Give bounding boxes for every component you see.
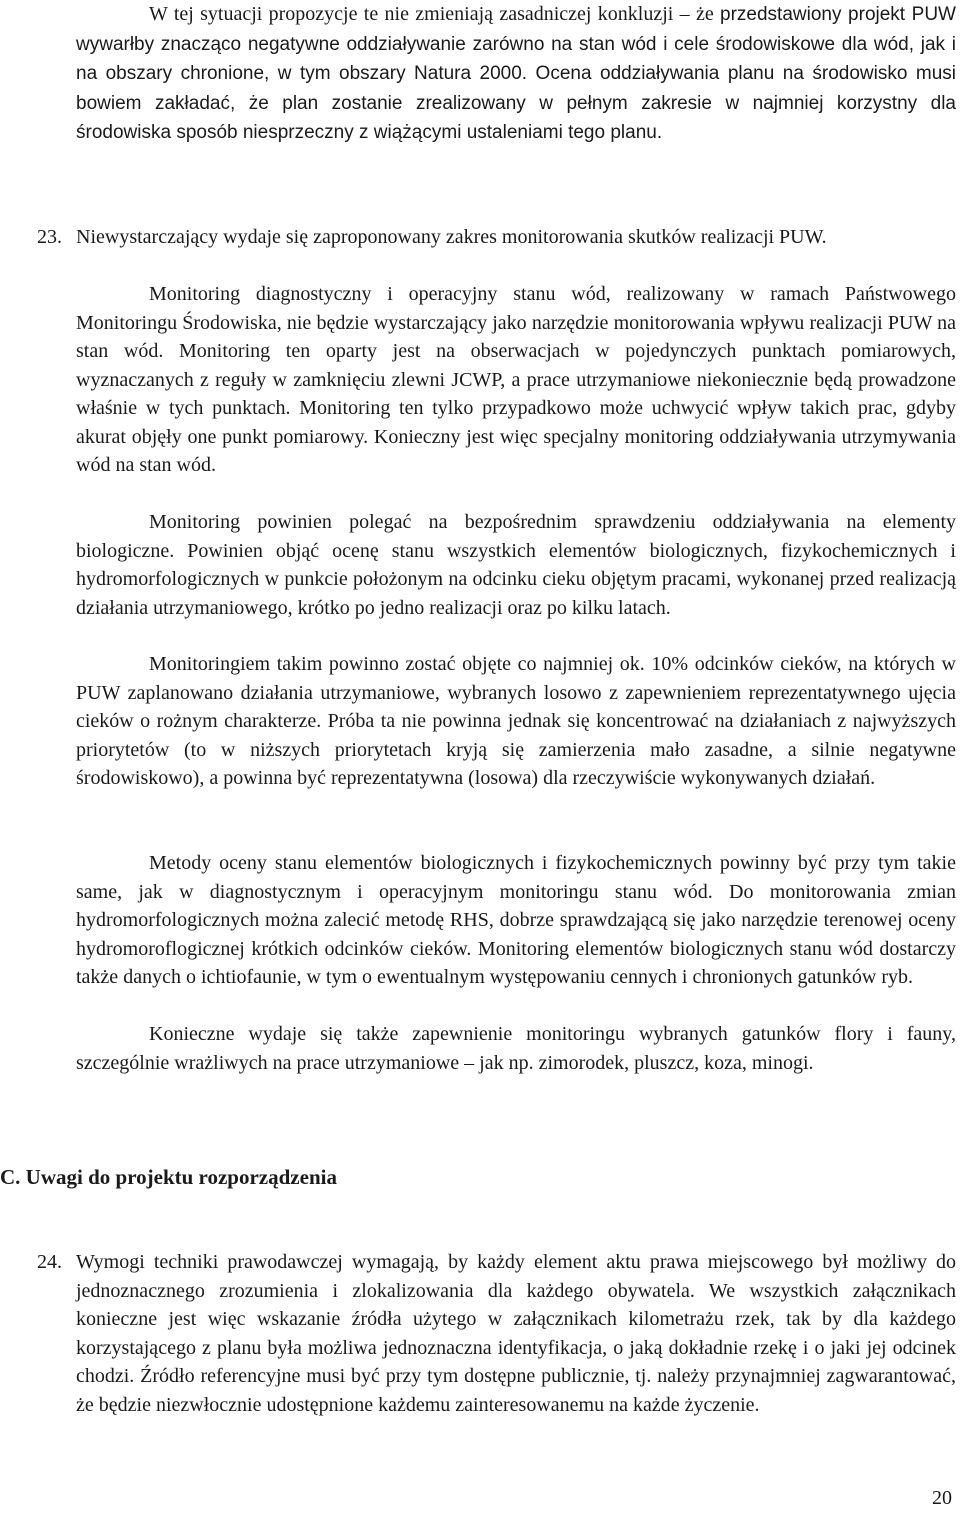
paragraph-conclusion-serif-part: W tej sytuacji propozycje te nie zmieniają zasadniczej konkluzji – że (149, 3, 721, 25)
paragraph-monitoring-biological: Monitoring powinien polegać na bezpośrednim sprawdzeniu oddziaływania na elementy biologiczne. Powinien objąć ocenę stanu wszystkich elementów biologicznych, fizykochemicznych i hydromorfologicznych w punkcie położonym na odcinku cieku objętym pracami, wykonanej przed realizacją działania utrzymaniowego, krótko po jedno realizacji oraz po kilku latach. (76, 511, 956, 619)
paragraph-conclusion-sans-part: przedstawiony projekt PUW wywarłby znacząco negatywne oddziaływanie zarówno na stan wód i cele środowiskowe dla wód, jak i na obszary chronione, w tym obszary Natura 2000. Ocena oddziaływania planu na środowisko musi bowiem zakładać, że plan zostanie zrealizowany w pełnym zakresie w najmniej korzystny dla środowiska sposób niesprzeczny z wiążącymi ustaleniami tego planu. (76, 4, 956, 143)
item-text: Wymogi techniki prawodawczej wymagają, by każdy element aktu prawa miejscowego był możliwy do jednoznacznego zrozumienia i zlokalizowania dla każdego obywatela. We wszystkich załącznikach konieczne jest więc wskazanie źródła użytego w załącznikach kilometrażu rzek, tak by dla każdego korzystającego z planu była możliwa jednoznaczna identyfikacja, o jaką dokładnie rzekę i o jaki jej odcinek chodzi. Źródło referencyjne musi być przy tym dostępne publicznie, tj. należy przynajmniej zagwarantować, że będzie niezwłocznie udostępnione każdemu zainteresowanemu na każde życzenie. (76, 1251, 956, 1416)
paragraph-assessment-methods: Metody oceny stanu elementów biologicznych i fizykochemicznych powinny być przy tym takie same, jak w diagnostycznym i operacyjnym monitoringu stanu wód. Do monitorowania zmian hydromorfologicznych można zalecić metodę RHS, dobrze sprawdzającą się jako narzędzie terenowej oceny hydromoroflogicznej krótkich odcinków cieków. Monitoring elementów biologicznych stanu wód dostarczy także danych o ichtiofaunie, w tym o ewentualnym występowaniu cennych i chronionych gatunków ryb. (76, 852, 956, 988)
paragraph-conclusion (76, 0, 956, 148)
numbered-item-23 (37, 223, 956, 252)
paragraph-monitoring-diagnostic: Monitoring diagnostyczny i operacyjny stanu wód, realizowany w ramach Państwowego Monitoringu Środowiska, nie będzie wystarczający jako narzędzie monitorowania wpływu realizacji PUW na stan wód. Monitoring ten oparty jest na obserwacjach w pojedynczych punktach pomiarowych, wyznaczanych z reguły w zamknięciu zlewni JCWP, a prace utrzymaniowe niekoniecznie będą prowadzone właśnie w tych punktach. Monitoring ten tylko przypadkowo może uchwycić wpływ takich prac, gdyby akurat objęły one punkt pomiarowy. Konieczny jest więc specjalny monitoring oddziaływania utrzymywania wód na stan wód. (76, 283, 956, 476)
numbered-item-24 (37, 1248, 956, 1419)
page-number: 20 (932, 1487, 952, 1509)
paragraph-species-monitoring: Konieczne wydaje się także zapewnienie monitoringu wybranych gatunków flory i fauny, szczególnie wrażliwych na prace utrzymaniowe – jak np. zimorodek, pluszcz, koza, minogi. (76, 1023, 956, 1074)
item-text: Niewystarczający wydaje się zaproponowany zakres monitorowania skutków realizacji PUW. (76, 226, 827, 248)
item-number: 24. (37, 1251, 62, 1273)
paragraph-monitoring-sample: Monitoringiem takim powinno zostać objęte co najmniej ok. 10% odcinków cieków, na których w PUW zaplanowano działania utrzymaniowe, wybranych losowo z zapewnieniem reprezentatywnego ujęcia cieków o rożnym charakterze. Próba ta nie powinna jednak się koncentrować na działaniach z najwyższych priorytetów (to w niższych priorytetach kryją się zamierzenia mało zasadne, a silnie negatywne środowiskowo), a powinna być reprezentatywna (losowa) dla rzeczywiście wykonywanych działań. (76, 653, 956, 789)
section-heading: C. Uwagi do projektu rozporządzenia (0, 1165, 337, 1189)
item-number: 23. (37, 226, 62, 248)
